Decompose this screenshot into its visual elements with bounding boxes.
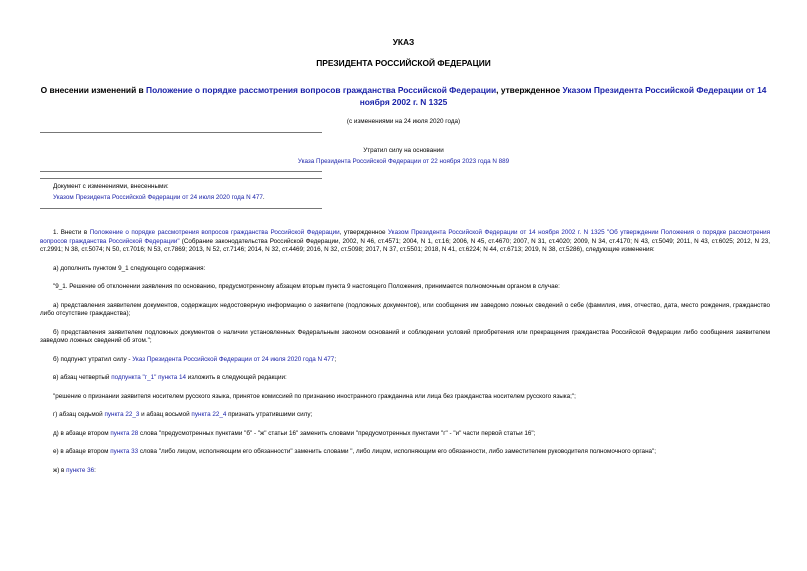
body-link-decree[interactable]: Указом Президента Российской Федерации от 14 ноября 2002 г. N 1325 "Об утверждении Положения о порядке рассмотрения вопросов гражданства Российской Федерации"	[40, 229, 770, 245]
paragraph	[40, 467, 770, 476]
body-link-regulation[interactable]: Положение о порядке рассмотрения вопросов гражданства Российской Федерации	[89, 229, 340, 236]
paragraph-text: б) подпункт утратил силу -	[53, 355, 133, 363]
paragraph	[40, 356, 770, 365]
title-link-regulation[interactable]: Положение о порядке рассмотрения вопросов гражданства Российской Федерации	[146, 85, 497, 95]
paragraph-text: ;	[334, 355, 337, 363]
body-link-point[interactable]: пункта 22_4	[191, 411, 227, 418]
paragraph	[40, 430, 770, 439]
paragraph-text: и абзац восьмой	[139, 411, 192, 418]
paragraph-text: изложить в следующей редакции:	[186, 374, 287, 381]
title-middle: , утвержденное	[496, 85, 563, 95]
paragraph	[40, 411, 770, 420]
paragraph	[40, 229, 770, 255]
body-link-amending-decree[interactable]: Указ Президента Российской Федерации от 24 июля 2020 года N 477	[132, 355, 335, 363]
paragraph-text: слова "предусмотренных пунктами "б" - "ж" статьи 16" заменить словами "предусмотренных пунктами "г" - "и" части первой статьи 16";	[138, 429, 536, 437]
document-title	[40, 85, 767, 109]
paragraph-text: г) абзац седьмой	[53, 411, 105, 418]
divider	[40, 208, 322, 209]
divider	[40, 178, 322, 179]
paragraph-text: слова "либо лицом, исполняющим его обязанности" заменить словами ", либо лицом, исполняющим его обязанности, либо заместителем руководителя полномочного органа";	[138, 448, 657, 455]
paragraph-text: (Собрание законодательства Российской Федерации, 2002, N 46, ст.4571; 2004, N 1, ст.16; 2006, N 45, ст.4670; 2007, N 31, ст.4020; 2009, N 34, ст.4170; N 43, ст.5049; 2011, N 43, ст.6025; 2012, N 23, ст.2991; N 38, ст.5074; N 50, ст.7016; N 53, ст.7869; 2013, N 52, ст.7146; 2014, N 32, ст.4469; 2016, N 32, ст.5098; 2017, N 37, ст.5501; 2018, N 41, ст.6224; N 44, ст.6713; 2019, N 38, ст.5286), следующие изменения:	[40, 237, 770, 253]
paragraph: "9_1. Решение об отклонении заявления по основанию, предусмотренному абзацем вторым пункта 9 настоящего Положения, принимается полномочным органом в случае:	[53, 283, 560, 290]
divider	[40, 171, 322, 172]
paragraph-text: ж) в	[53, 466, 67, 474]
paragraph-text: 1. Внести в	[53, 229, 90, 236]
lost-force-label: Утратил силу на основании	[363, 147, 444, 154]
paragraph: "решение о признании заявителя носителем русского языка, принятое комиссией по признанию иностранного гражданина или лица без гражданства носителем русского языка;";	[53, 392, 576, 400]
body-link-subpoint[interactable]: подпункта "г_1" пункта 14	[111, 374, 187, 381]
divider	[40, 132, 322, 133]
body-link-point[interactable]: пункта 33	[110, 448, 139, 455]
lost-force-link[interactable]: Указа Президента Российской Федерации от 22 ноября 2023 года N 889	[297, 157, 510, 165]
changes-block	[53, 183, 353, 204]
body-link-point[interactable]: пункте 36	[66, 466, 95, 474]
title-link-decree[interactable]: Указом Президента Российской Федерации от 14 ноября 2002 г. N 1325	[359, 85, 767, 107]
paragraph: а) дополнить пунктом 9_1 следующего содержания:	[53, 264, 206, 272]
document-body	[40, 229, 770, 485]
paragraph-text: :	[94, 466, 96, 474]
title-prefix: О внесении изменений в	[40, 85, 147, 95]
paragraph-text: в) абзац четвертый	[53, 374, 112, 381]
paragraph-text: , утвержденное	[339, 229, 388, 236]
paragraph-text: д) в абзаце втором	[53, 429, 111, 437]
lost-force-block	[0, 147, 807, 168]
paragraph: а) представления заявителем документов, содержащих недостоверную информацию о заявителе (подложных документов), или сообщения им заведомо ложных сведений о себе (фамилия, имя, отчество, дата, место рождения, гражданство либо отсутствие гражданства);	[40, 301, 770, 317]
issuer-heading: ПРЕЗИДЕНТА РОССИЙСКОЙ ФЕДЕРАЦИИ	[316, 58, 491, 68]
changes-link[interactable]: Указом Президента Российской Федерации от 24 июля 2020 года N 477	[53, 193, 263, 201]
body-link-point[interactable]: пункта 28	[110, 429, 139, 437]
paragraph-text: признать утратившими силу;	[226, 411, 313, 418]
body-link-point[interactable]: пункта 22_3	[104, 411, 140, 418]
paragraph	[40, 448, 770, 457]
paragraph-text: е) в абзаце втором	[53, 448, 111, 455]
revision-note: (с изменениями на 24 июля 2020 года)	[346, 118, 461, 125]
changes-suffix: .	[262, 193, 265, 201]
doc-type-heading: УКАЗ	[392, 37, 415, 47]
paragraph: б) представления заявителем подложных документов о наличии установленных Федеральным законом оснований и соблюдении условий приобретения или прекращения гражданства Российской Федерации либо сообщения заявителем заведомо ложных сведений об этом.";	[40, 328, 770, 344]
paragraph	[40, 374, 770, 383]
changes-label: Документ с изменениями, внесенными:	[53, 183, 169, 190]
